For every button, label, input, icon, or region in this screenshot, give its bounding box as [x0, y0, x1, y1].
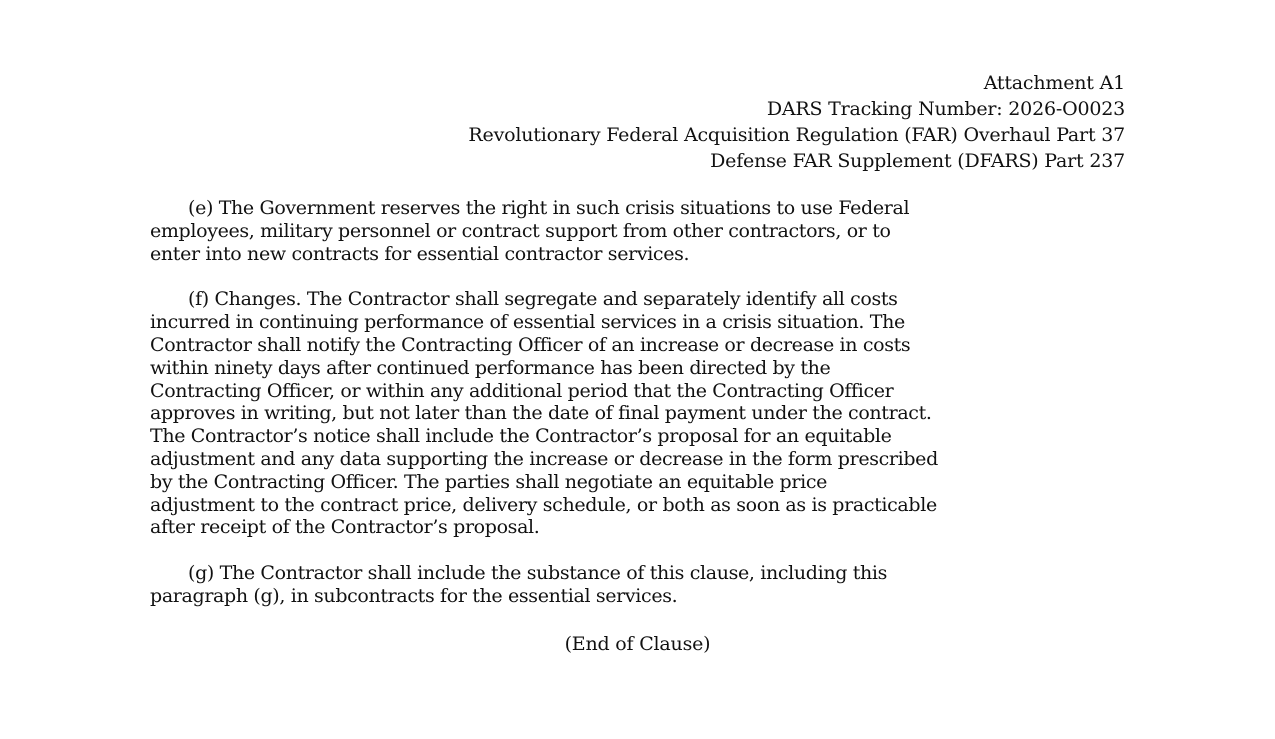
paragraph-line: paragraph (g), in subcontracts for the essential services. [150, 584, 678, 607]
paragraph-line: (g) The Contractor shall include the substance of this clause, including this [188, 562, 888, 585]
paragraph-line: within ninety days after continued performance has been directed by the [150, 356, 831, 379]
paragraph-line: adjustment and any data supporting the increase or decrease in the form prescribed [150, 447, 938, 470]
end-of-clause: (End of Clause) [564, 632, 711, 655]
document-page [150, 70, 1125, 655]
paragraph-line: Contractor shall notify the Contracting Officer of an increase or decrease in costs [150, 333, 911, 356]
paragraph-line: enter into new contracts for essential contractor services. [150, 242, 690, 265]
paragraph-line: The Contractor’s notice shall include the Contractor’s proposal for an equitable [150, 425, 892, 448]
paragraph-line: incurred in continuing performance of essential services in a crisis situation. The [150, 311, 905, 334]
paragraph-line: adjustment to the contract price, delivery schedule, or both as soon as is practicable [150, 493, 937, 516]
tracking-number: DARS Tracking Number: 2026-O0023 [766, 98, 1125, 120]
paragraph-e [150, 197, 1125, 265]
paragraph-line: after receipt of the Contractor’s proposal. [150, 516, 540, 539]
paragraph-line: by the Contracting Officer. The parties shall negotiate an equitable price [150, 470, 827, 493]
paragraph-line: (f) Changes. The Contractor shall segregate and separately identify all costs [188, 288, 898, 311]
paragraph-g [150, 562, 1125, 608]
attachment-label: Attachment A1 [983, 72, 1125, 94]
paragraph-line: Contracting Officer, or within any additional period that the Contracting Officer [150, 379, 894, 402]
paragraph-line: (e) The Government reserves the right in such crisis situations to use Federal [188, 197, 910, 219]
paragraph-line: employees, military personnel or contract support from other contractors, or to [150, 219, 891, 242]
document-header [150, 70, 1125, 174]
paragraph-line: approves in writing, but not later than the date of final payment under the contract. [150, 402, 932, 425]
paragraph-f [150, 288, 1125, 539]
far-part-title: Revolutionary Federal Acquisition Regulation (FAR) Overhaul Part 37 [468, 124, 1125, 146]
dfars-part-title: Defense FAR Supplement (DFARS) Part 237 [710, 150, 1125, 172]
